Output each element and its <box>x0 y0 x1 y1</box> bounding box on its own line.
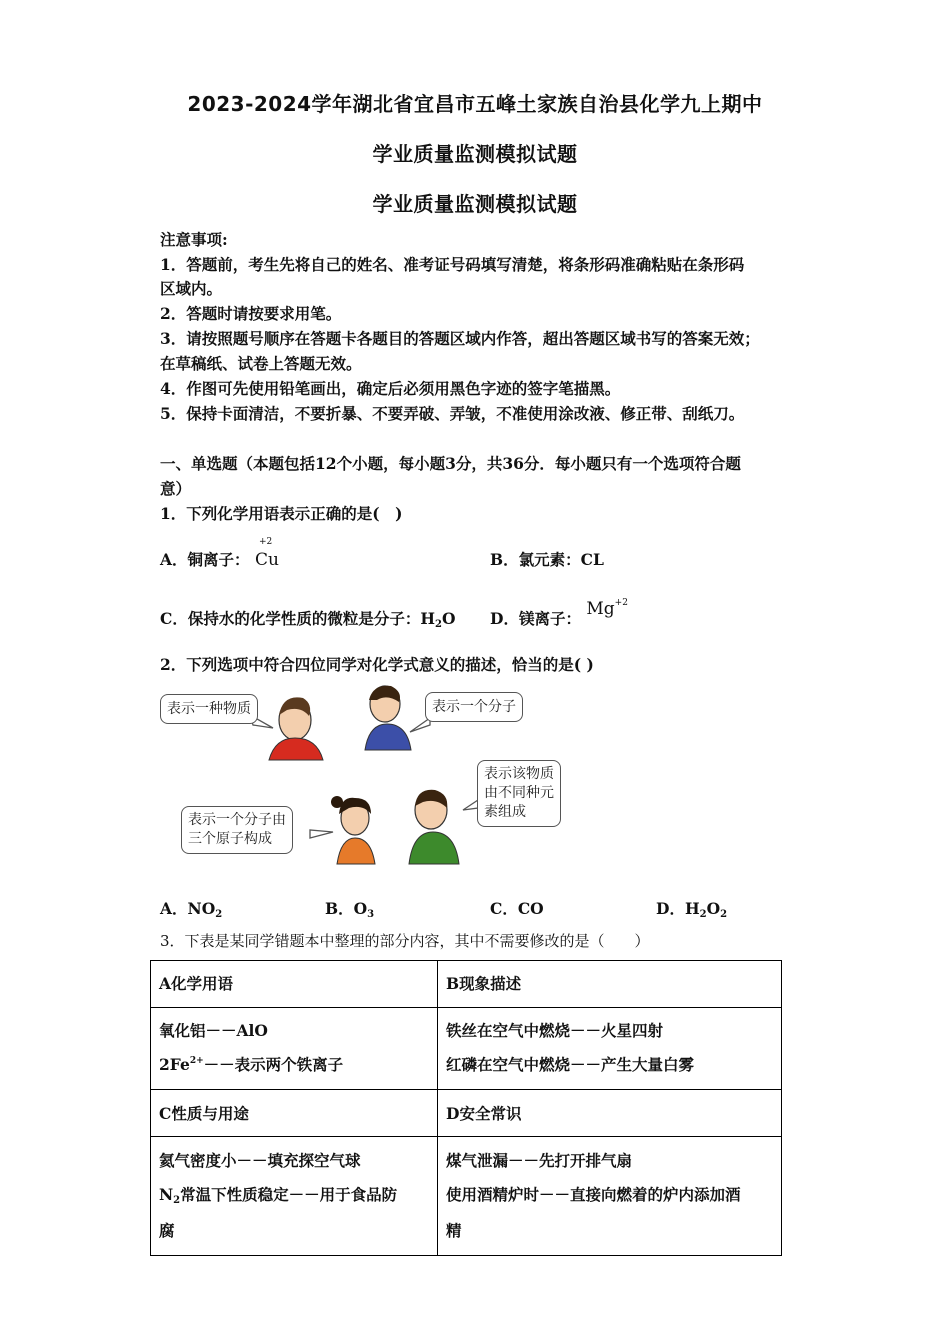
option-text: B．O <box>325 899 368 918</box>
bubble-line: 三个原子构成 <box>188 831 272 847</box>
option-text: O <box>706 899 721 918</box>
cell-text: 常温下性质稳定－－用于食品防 <box>180 1185 398 1204</box>
speech-bubble-1: 表示一种物质 <box>160 694 258 724</box>
q2-option-a <box>160 897 222 920</box>
q2-option-b <box>325 897 374 920</box>
page-subtitle-repeat: 学业质量监测模拟试题 <box>372 192 578 216</box>
subscript: 2 <box>434 619 442 630</box>
cell-d-head: D安全常识 <box>446 1104 522 1123</box>
cell-c-line: 氦气密度小－－填充探空气球 <box>159 1151 361 1170</box>
speech-bubble-2: 表示一个分子 <box>425 692 523 722</box>
mg-symbol <box>586 599 628 619</box>
notice-heading: 注意事项: <box>160 230 228 249</box>
cell-c-head: C性质与用途 <box>159 1104 249 1123</box>
bubble-tail <box>463 800 478 810</box>
cell-b-head: B现象描述 <box>446 974 522 993</box>
cell-a-line <box>159 1053 343 1075</box>
cell-a-line: 氧化铝－－AlO <box>159 1021 268 1040</box>
cell-text: N <box>159 1185 174 1204</box>
section-heading: 一、单选题（本题包括12个小题，每小题3分，共36分．每小题只有一个选项符合题 <box>160 454 741 473</box>
student-1-figure <box>269 697 323 760</box>
speech-bubble-3 <box>477 760 561 827</box>
student-2-figure <box>365 686 411 750</box>
notice-line: 4．作图可先使用铅笔画出，确定后必须用黑色字迹的签字笔描黑。 <box>160 379 621 398</box>
option-text: A．NO <box>160 899 216 918</box>
notice-line: 在草稿纸、试卷上答题无效。 <box>160 354 362 373</box>
cell-b-line: 铁丝在空气中燃烧－－火星四射 <box>446 1021 664 1040</box>
bubble-line: 表示该物质 <box>484 766 554 782</box>
page-title: 2023-2024学年湖北省宜昌市五峰土家族自治县化学九上期中 <box>187 92 763 116</box>
notice-line: 3．请按照题号顺序在答题卡各题目的答题区域内作答，超出答题区域书写的答案无效； <box>160 329 760 348</box>
table-divider <box>437 961 438 1255</box>
subscript: 2 <box>720 909 728 920</box>
notice-line: 区域内。 <box>160 279 223 298</box>
students-illustration <box>155 680 585 870</box>
page-subtitle: 学业质量监测模拟试题 <box>372 142 578 166</box>
student-3-figure <box>331 796 375 864</box>
bubble-line: 素组成 <box>484 804 526 820</box>
section-heading-cont: 意） <box>160 479 192 498</box>
cell-d-line: 精 <box>446 1221 462 1240</box>
element-symbol: Cu <box>254 550 279 570</box>
question-3-stem: 3．下表是某同学错题本中整理的部分内容，其中不需要修改的是（ ） <box>160 932 650 950</box>
notice-line: 1．答题前，考生先将自己的姓名、准考证号码填写清楚，将条形码准确粘贴在条形码 <box>160 255 745 274</box>
subscript: 2 <box>699 909 707 920</box>
q1-option-b: B．氯元素：CL <box>490 550 604 569</box>
charge-mark: +2 <box>614 598 628 608</box>
subscript: 2 <box>215 909 223 920</box>
notice-line: 2．答题时请按要求用笔。 <box>160 304 342 323</box>
option-label: D．镁离子： <box>490 609 581 628</box>
table-divider <box>151 1007 781 1008</box>
cell-c-line: 腐 <box>159 1221 175 1240</box>
table-divider <box>151 1136 781 1137</box>
q2-option-d <box>656 897 727 920</box>
valence-mark: +2 <box>258 537 273 547</box>
q1-option-c <box>160 607 455 630</box>
q2-option-c: C．CO <box>490 899 544 918</box>
option-label: C．保持水的化学性质的微粒是分子：H <box>160 609 435 628</box>
q1-option-d <box>490 598 628 629</box>
cell-b-line: 红磷在空气中燃烧－－产生大量白雾 <box>446 1055 695 1074</box>
bubble-tail <box>310 830 333 838</box>
q1-option-a <box>160 537 279 570</box>
bubble-line: 由不同种元 <box>484 785 554 801</box>
notice-line: 5．保持卡面清洁，不要折暴、不要弄破、弄皱，不准使用涂改液、修正带、刮纸刀。 <box>160 404 745 423</box>
element-symbol: Mg <box>586 599 615 619</box>
q3-table <box>150 960 782 1256</box>
cell-c-line <box>159 1183 397 1206</box>
cell-d-line: 煤气泄漏－－先打开排气扇 <box>446 1151 633 1170</box>
student-4-figure <box>409 790 459 864</box>
formula-tail: O <box>441 609 456 628</box>
cell-text: 2Fe <box>159 1055 190 1074</box>
superscript: 2+ <box>189 1056 204 1066</box>
bubble-line: 表示一个分子由 <box>188 812 286 828</box>
subscript: 3 <box>367 909 375 920</box>
question-2-stem: 2．下列选项中符合四位同学对化学式意义的描述，恰当的是( ) <box>160 655 594 674</box>
cell-d-line: 使用酒精炉时－－直接向燃着的炉内添加酒 <box>446 1185 741 1204</box>
table-divider <box>151 1089 781 1090</box>
cell-text: －－表示两个铁离子 <box>203 1055 344 1074</box>
question-1-stem: 1．下列化学用语表示正确的是( ) <box>160 504 403 523</box>
cell-a-head: A化学用语 <box>159 974 234 993</box>
option-label: A．铜离子： <box>160 550 250 569</box>
subscript: 2 <box>173 1195 181 1206</box>
option-text: D．H <box>656 899 700 918</box>
cu-symbol <box>254 537 279 570</box>
speech-bubble-4 <box>181 806 293 854</box>
